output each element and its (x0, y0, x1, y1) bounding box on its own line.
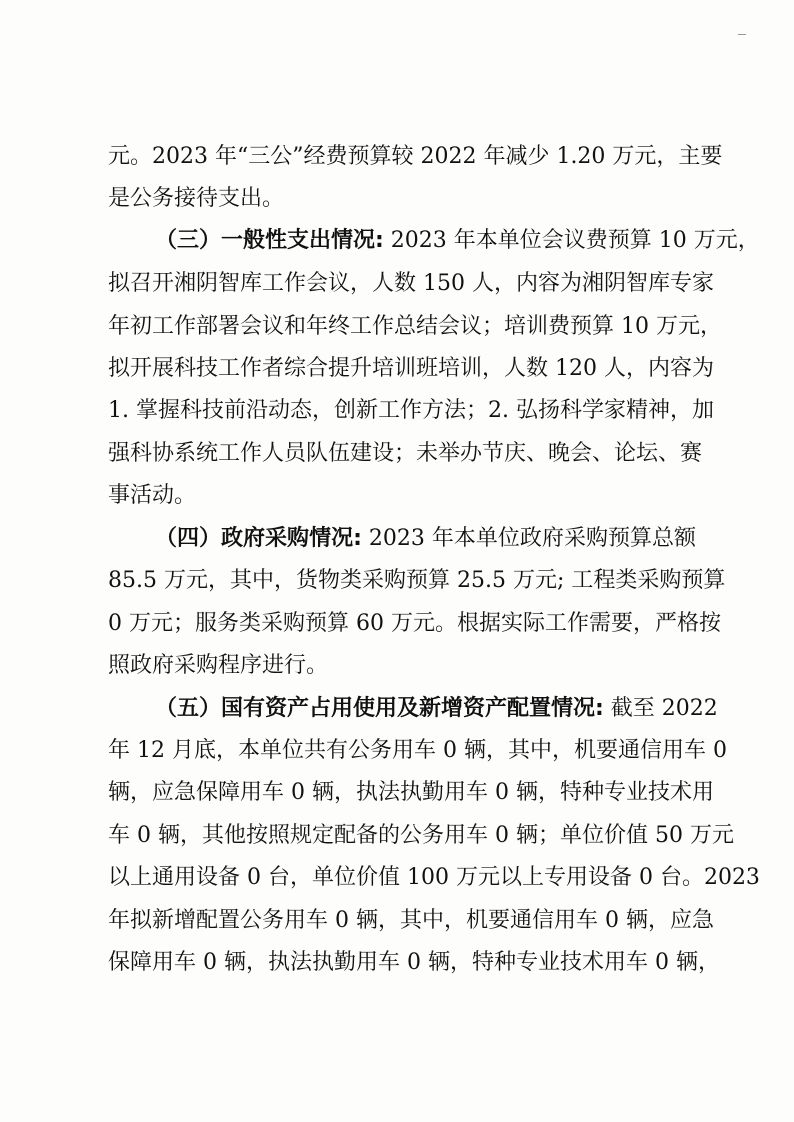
text-line-8: 强科协系统工作人员队伍建设；未举办节庆、晚会、论坛、赛 (108, 441, 703, 466)
text-line-7: 1. 掌握科技前沿动态，创新工作方法；2. 弘扬科学家精神，加 (108, 398, 714, 423)
section-heading-5: （五）国有资产占用使用及新增资产配置情况: (155, 696, 604, 721)
text-line-9: 事活动。 (108, 483, 197, 508)
text-line-19: 年拟新增配置公务用车 0 辆，其中，机要通信用车 0 辆，应急 (108, 908, 714, 933)
text-line-16: 辆，应急保障用车 0 辆，执法执勤用车 0 辆，特种专业技术用 (108, 780, 714, 805)
text-line-20: 保障用车 0 辆，执法执勤用车 0 辆，特种专业技术用车 0 辆， (108, 950, 720, 975)
text-line-15: 年 12 月底，本单位共有公务用车 0 辆，其中，机要通信用车 0 (108, 738, 727, 763)
text-line-11: 85.5 万元，其中，货物类采购预算 25.5 万元; 工程类采购预算 (108, 568, 726, 593)
text-line-4: 拟召开湘阴智库工作会议，人数 150 人，内容为湘阴智库专家 (108, 271, 714, 296)
section-heading-3: （三）一般性支出情况: (155, 228, 384, 253)
text-line-1: 元。2023 年“三公”经费预算较 2022 年减少 1.20 万元，主要 (108, 144, 723, 169)
paragraph-5-heading-line: （五）国有资产占用使用及新增资产配置情况: 截至 2022 (155, 696, 718, 721)
scan-mark (738, 34, 746, 35)
text-line-13: 照政府采购程序进行。 (108, 653, 329, 678)
text-line-5: 年初工作部署会议和年终工作总结会议；培训费预算 10 万元， (108, 314, 722, 339)
section-heading-4: （四）政府采购情况: (155, 526, 362, 551)
text-line-17: 车 0 辆，其他按照规定配备的公务用车 0 辆；单位价值 50 万元 (108, 823, 734, 848)
text-line-18: 以上通用设备 0 台，单位价值 100 万元以上专用设备 0 台。2023 (108, 865, 760, 890)
paragraph-4-heading-line: （四）政府采购情况: 2023 年本单位政府采购预算总额 (155, 526, 696, 551)
text-line-2: 是公务接待支出。 (108, 186, 285, 211)
text-line-12: 0 万元；服务类采购预算 60 万元。根据实际工作需要，严格按 (108, 611, 721, 636)
paragraph-3-heading-line: （三）一般性支出情况: 2023 年本单位会议费预算 10 万元， (155, 228, 760, 253)
text-line-6: 拟开展科技工作者综合提升培训班培训，人数 120 人，内容为 (108, 356, 714, 381)
